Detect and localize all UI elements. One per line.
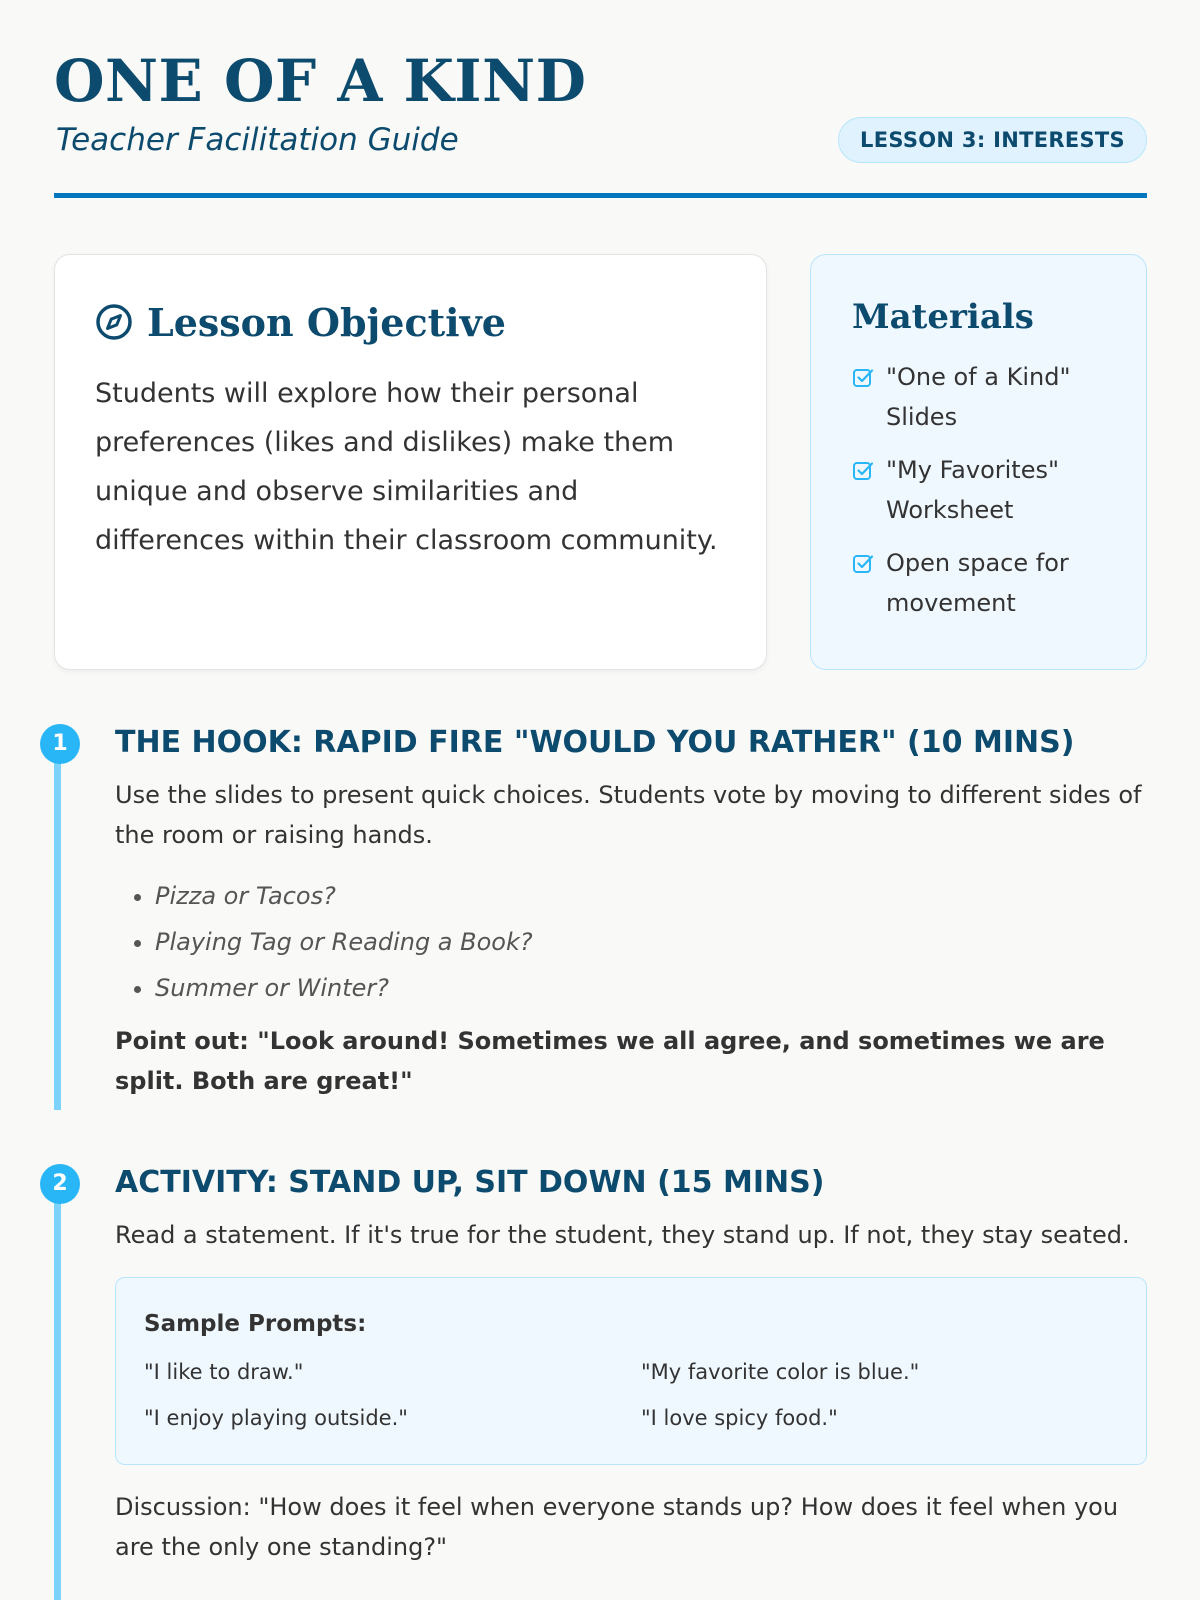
page-title: ONE OF A KIND: [54, 47, 587, 115]
prompt-item: "My favorite color is blue.": [641, 1360, 920, 1384]
materials-item: [852, 450, 1116, 530]
section-body: [115, 1163, 1147, 1567]
section-intro: Use the slides to present quick choices. Students vote by moving to different sides of the room or raising hands.: [115, 781, 1142, 849]
sample-prompts-box: [115, 1277, 1147, 1465]
timeline-line: [54, 1184, 61, 1600]
materials-item-label: "My Favorites" Worksheet: [886, 456, 1060, 524]
list-item: • Playing Tag or Reading a Book?: [155, 919, 1147, 965]
sample-prompts-label: Sample Prompts:: [144, 1311, 367, 1337]
list-item: • Pizza or Tacos?: [155, 873, 1147, 919]
materials-item-label: "One of a Kind" Slides: [886, 363, 1071, 431]
timeline-line: [54, 744, 61, 1110]
objective-card: [54, 254, 767, 670]
section-hook: [54, 724, 1147, 1110]
objective-text: Students will explore how their personal preferences (likes and dislikes) make them unique and observe similarities and differences within their classroom community.: [95, 378, 718, 556]
step-number-badge: 2: [40, 1164, 80, 1204]
section-title: ACTIVITY: STAND UP, SIT DOWN (15 MINS): [115, 1165, 825, 1200]
checkbox-icon: [852, 553, 874, 575]
prompt-item: "I love spicy food.": [641, 1406, 838, 1430]
objective-heading: [95, 297, 726, 347]
checkbox-icon: [852, 367, 874, 389]
materials-card: [810, 254, 1147, 670]
compass-icon: [95, 303, 133, 341]
prompt-item: "I like to draw.": [144, 1360, 304, 1384]
list-item: • Summer or Winter?: [155, 965, 1147, 1011]
page: [52, 0, 1147, 1561]
materials-item: [852, 543, 1116, 623]
materials-item: [852, 357, 1116, 437]
sample-prompts-grid: [144, 1356, 1118, 1434]
step-number-badge: 1: [40, 724, 80, 764]
choice-list: [115, 873, 1147, 1011]
section-activity: [54, 1164, 1147, 1600]
materials-title: Materials: [852, 297, 1034, 337]
lesson-badge: LESSON 3: INTERESTS: [838, 117, 1147, 163]
header-divider: [54, 193, 1147, 198]
page-header: [54, 0, 1147, 200]
materials-item-label: Open space for movement: [886, 549, 1069, 617]
discussion-note: Discussion: "How does it feel when everyone stands up? How does it feel when you are the only one standing?": [115, 1493, 1119, 1561]
materials-list: [852, 357, 1116, 623]
page-subtitle: Teacher Facilitation Guide: [56, 122, 459, 158]
section-title: THE HOOK: RAPID FIRE "WOULD YOU RATHER" (10 MINS): [115, 725, 1075, 760]
section-intro: Read a statement. If it's true for the student, they stand up. If not, they stay seated.: [115, 1221, 1130, 1249]
point-out-note: Point out: "Look around! Sometimes we all agree, and sometimes we are split. Both are great!": [115, 1027, 1105, 1095]
section-body: [115, 723, 1147, 1101]
objective-title: Lesson Objective: [147, 299, 506, 345]
checkbox-icon: [852, 460, 874, 482]
prompt-item: "I enjoy playing outside.": [144, 1406, 408, 1430]
